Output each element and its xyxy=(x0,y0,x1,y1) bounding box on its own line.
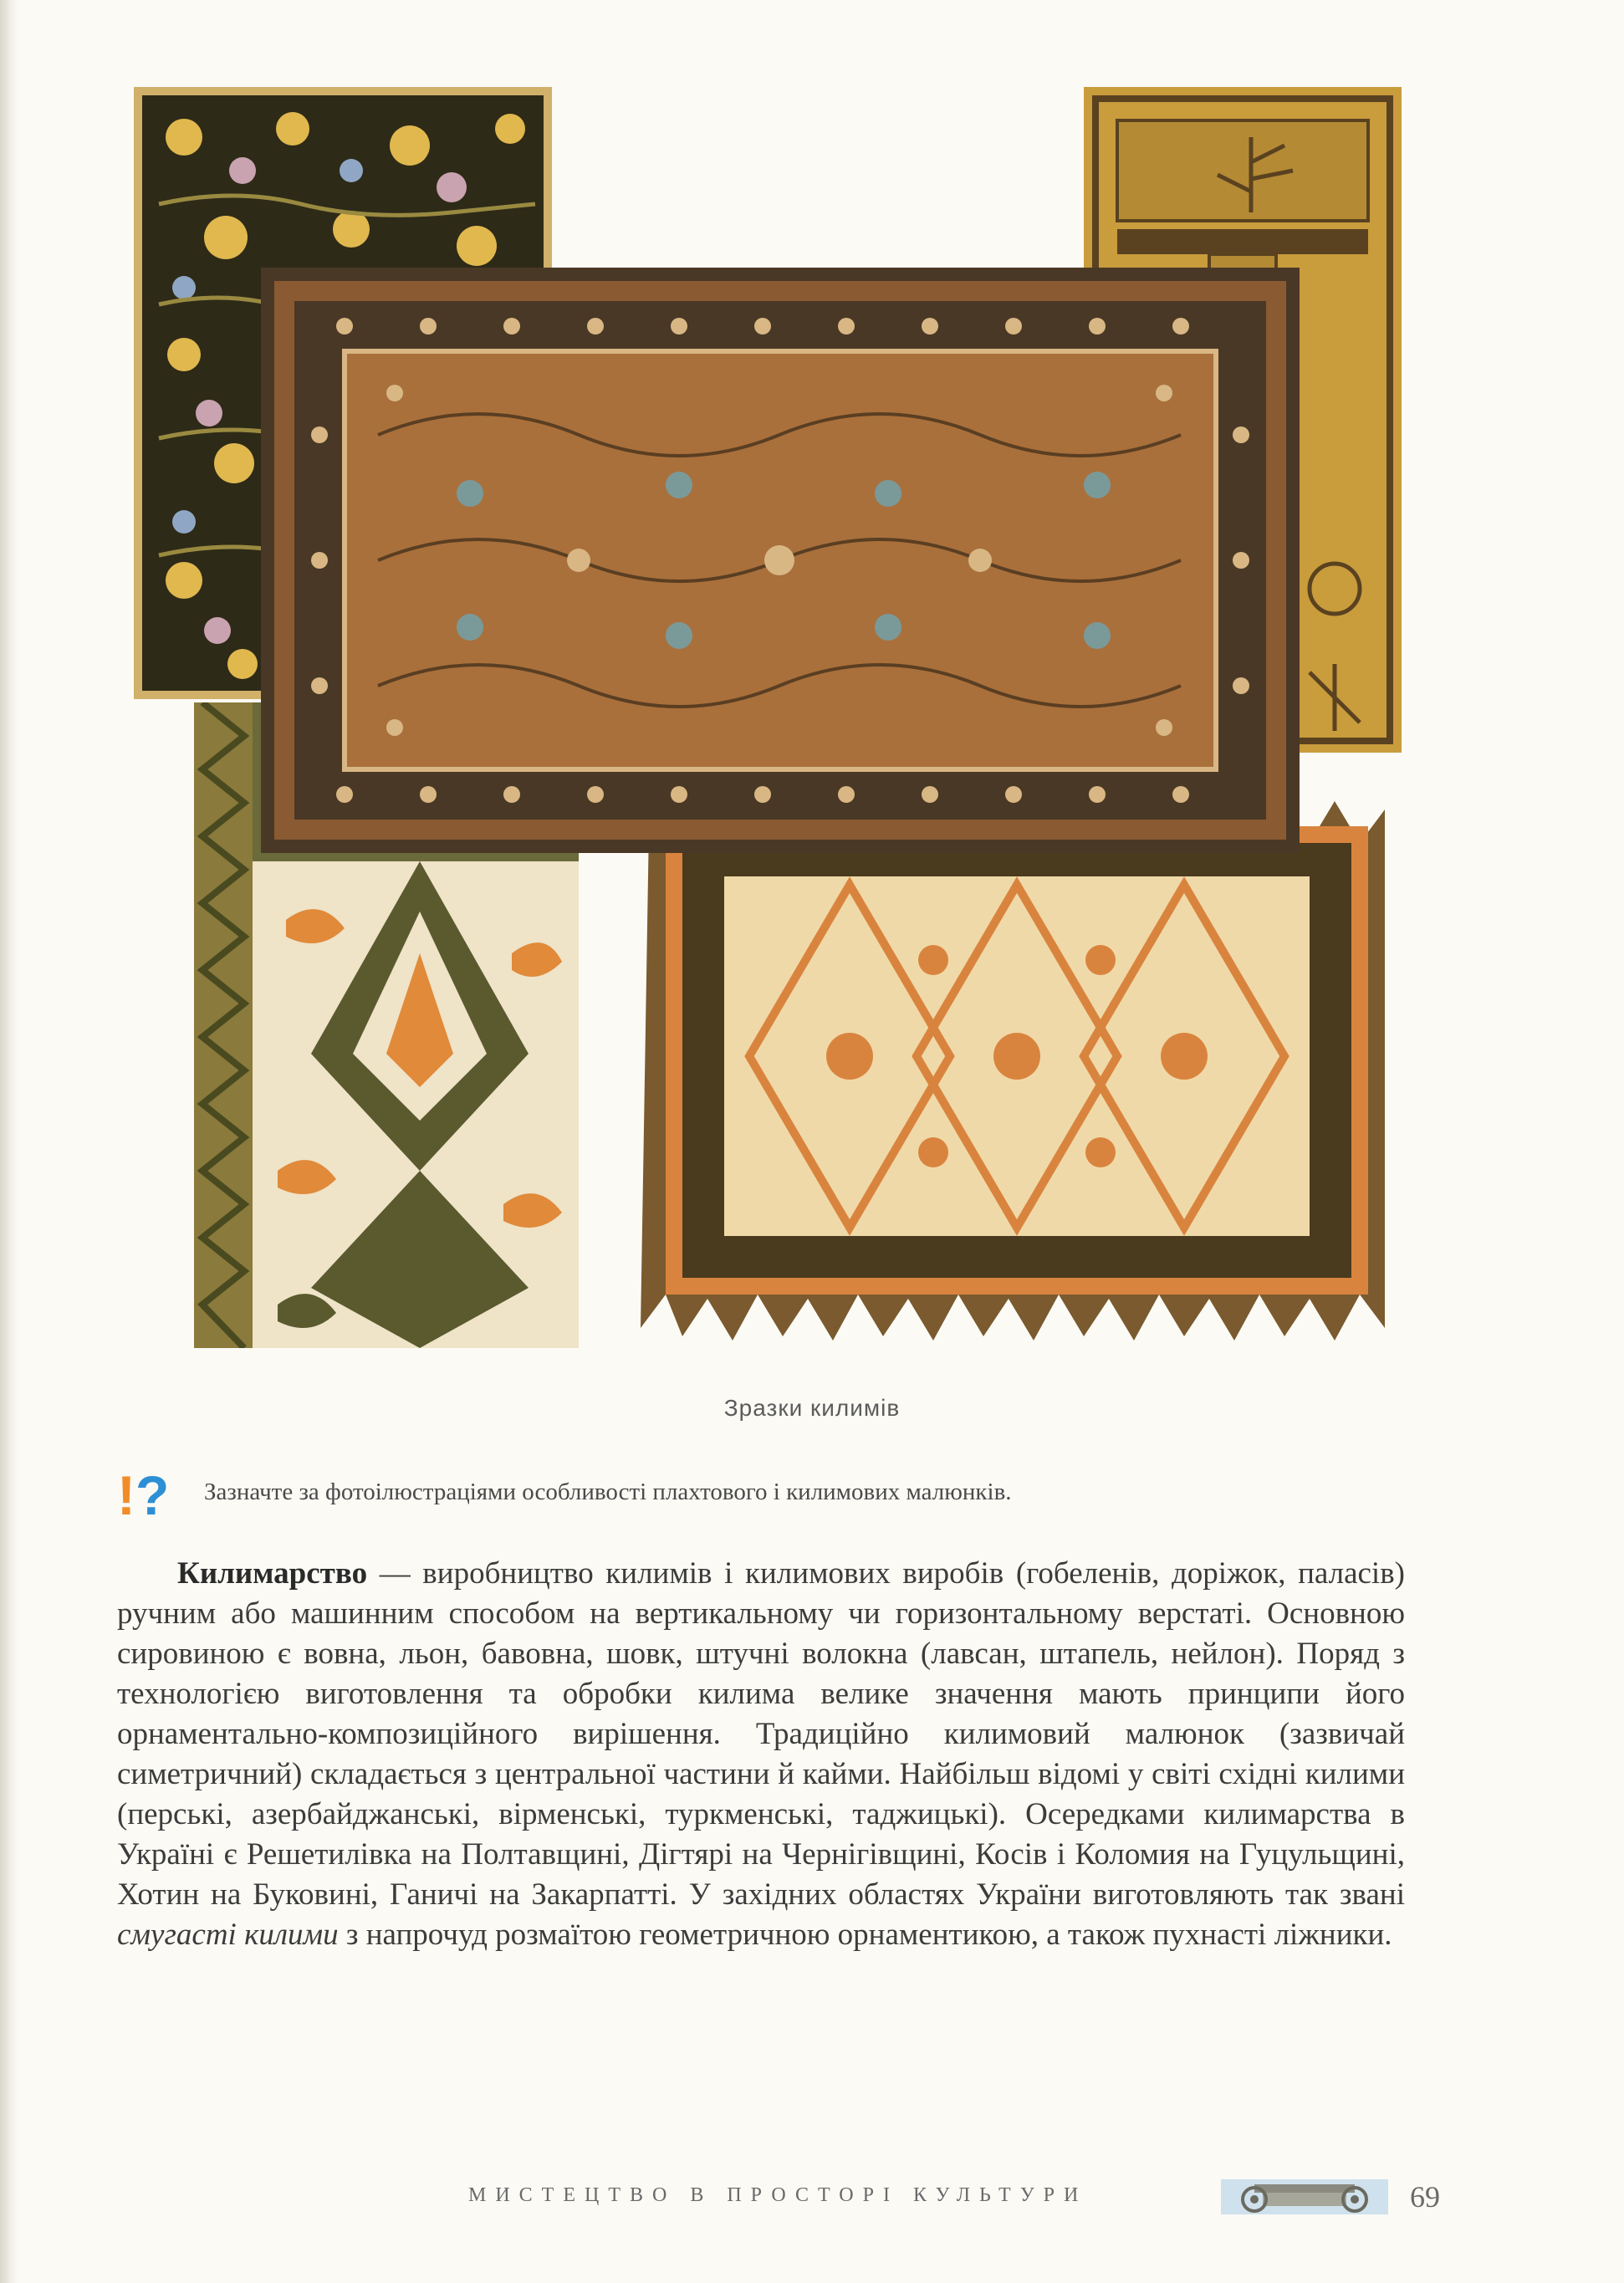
page-footer xyxy=(468,2176,1472,2218)
figure-caption: Зразки килимів xyxy=(723,1395,901,1421)
question-mark: ? xyxy=(135,1464,170,1526)
running-title: МИСТЕЦТВО В ПРОСТОРІ КУЛЬТУРИ xyxy=(468,2184,1088,2206)
italic-term: смугасті килими xyxy=(117,1918,339,1952)
body-paragraph xyxy=(117,1554,1405,1955)
task-block xyxy=(117,1462,1422,1529)
page-number: 69 xyxy=(1410,2180,1440,2214)
body-text xyxy=(117,1554,1405,1955)
rug-persian-central xyxy=(261,268,1300,853)
body-part-2: з напрочуд розмаїтою геометричною орнаментикою, а також пухнасті ліжники. xyxy=(338,1918,1392,1952)
term-kylymarstvo: Килимарство xyxy=(177,1556,368,1591)
rug-felt-shyrdak xyxy=(632,793,1402,1345)
task-text: Зазначте за фотоілюстраціями особливості плахтового і килимових малюнків. xyxy=(204,1479,1012,1505)
page-edge xyxy=(0,0,18,2283)
exclamation-mark: ! xyxy=(117,1464,135,1526)
body-part-1: — виробництво килимів і килимових виробів (гобеленів, доріжок, паласів) ручним або машинним способом на вертикальному чи горизонтальному верстаті. Основною сировиною є вовна, льон, бавовна, шовк, штучні волокна (лавсан, штапель, нейлон). Поряд з технологією виготовлення та обробки килима велике значення мають принципи його орнаментально-композиційного вирішення. Традиційно килимовий малюнок (зазвичай симетричний) складається з центральної частини й кайми. Найбільш відомі у світі східні килими (перські, азербайджанські, вірменські, туркменські, таджицькі). Осередками килимарства в Україні є Решетилівка на Полтавщині, Дігтярі на Чернігівщині, Косів і Коломия на Гуцульщині, Хотин на Буковині, Ганичі на Закарпатті. У західних областях України виготовляють так звані xyxy=(117,1556,1405,1912)
ionic-capital-icon xyxy=(1221,2176,1388,2218)
question-exclamation-icon xyxy=(117,1462,169,1529)
